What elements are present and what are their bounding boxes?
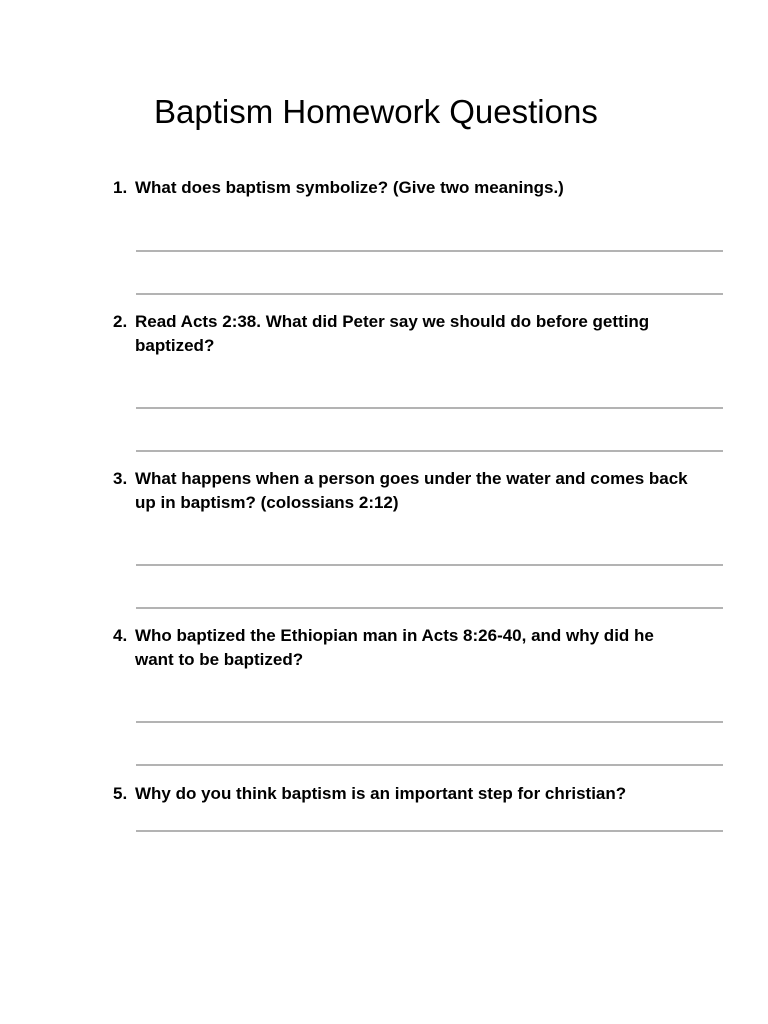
answer-line-3b[interactable]: [136, 607, 723, 609]
question-text: Read Acts 2:38. What did Peter say we should do before getting baptized?: [135, 312, 650, 355]
question-text: Who baptized the Ethiopian man in Acts 8:26-40, and why did he want to be baptized?: [135, 626, 654, 669]
answer-line-1b[interactable]: [136, 293, 723, 295]
question-number: 4.: [113, 626, 128, 645]
question-text: What does baptism symbolize? (Give two meanings.): [135, 178, 564, 197]
answer-line-5a[interactable]: [136, 830, 723, 832]
question-number: 3.: [113, 469, 128, 488]
answer-line-3a[interactable]: [136, 564, 723, 566]
question-text: Why do you think baptism is an important step for christian?: [135, 784, 627, 803]
answer-line-2b[interactable]: [136, 450, 723, 452]
question-number: 1.: [113, 178, 128, 197]
answer-line-4b[interactable]: [136, 764, 723, 766]
answer-line-1a[interactable]: [136, 250, 723, 252]
question-text: What happens when a person goes under the water and comes back up in baptism? (colossians 2:12): [135, 469, 688, 512]
question-number: 5.: [113, 784, 128, 803]
page-title: Baptism Homework Questions: [154, 93, 598, 130]
answer-line-4a[interactable]: [136, 721, 723, 723]
answer-line-2a[interactable]: [136, 407, 723, 409]
question-number: 2.: [113, 312, 128, 331]
